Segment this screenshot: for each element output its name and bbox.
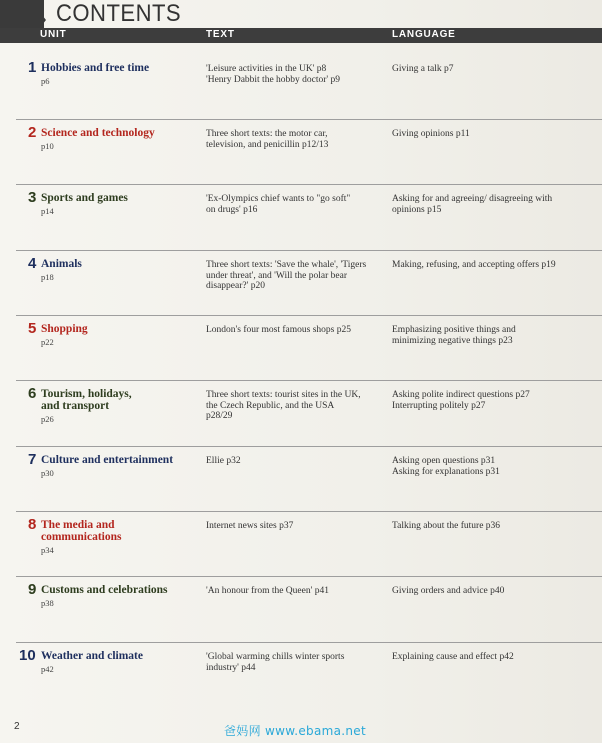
row-divider: [16, 315, 602, 316]
language-cell: Giving opinions p11: [392, 129, 470, 139]
unit-number: 6: [28, 385, 37, 402]
language-cell: Explaining cause and effect p42: [392, 652, 514, 662]
language-cell: Emphasizing positive things and minimizing negative things p23: [392, 325, 516, 346]
unit-number: 2: [28, 124, 37, 141]
column-header-language: LANGUAGE: [392, 29, 456, 40]
row-divider: [16, 119, 602, 120]
text-cell: Ellie p32: [206, 456, 241, 466]
language-cell: Asking polite indirect questions p27 Interrupting politely p27: [392, 390, 530, 411]
language-cell: Asking open questions p31 Asking for explanations p31: [392, 456, 500, 477]
unit-title: Tourism, holidays, and transport: [41, 388, 132, 412]
unit-title: Science and technology: [41, 127, 155, 139]
text-cell: 'Global warming chills winter sports industry' p44: [206, 652, 345, 673]
language-cell: Giving a talk p7: [392, 64, 454, 74]
text-cell: Three short texts: 'Save the whale', 'Tigers under threat', and 'Will the polar bear disappear?' p20: [206, 260, 367, 291]
text-cell: Three short texts: tourist sites in the UK, the Czech Republic, and the USA p28/29: [206, 390, 361, 421]
unit-page: p18: [41, 272, 54, 282]
page-title: CONTENTS: [56, 0, 182, 27]
text-cell: 'Leisure activities in the UK' p8 'Henry Dabbit the hobby doctor' p9: [206, 64, 341, 85]
unit-page: p10: [41, 141, 54, 151]
text-cell: Three short texts: the motor car, television, and penicillin p12/13: [206, 129, 329, 150]
unit-number: 7: [28, 451, 37, 468]
text-cell: London's four most famous shops p25: [206, 325, 352, 335]
watermark: 爸妈网 www.ebama.net: [224, 724, 366, 738]
unit-title: Hobbies and free time: [41, 62, 150, 74]
column-header-bar: [0, 28, 602, 43]
row-divider: [16, 511, 602, 512]
unit-title: Sports and games: [41, 192, 128, 204]
unit-number: 10: [19, 647, 36, 664]
unit-number: 8: [28, 516, 37, 533]
text-cell: 'Ex-Olympics chief wants to "go soft" on drugs' p16: [206, 194, 351, 215]
unit-page: p6: [41, 76, 50, 86]
language-cell: Asking for and agreeing/ disagreeing with opinions p15: [392, 194, 553, 215]
unit-number: 4: [28, 255, 37, 272]
row-divider: [16, 576, 602, 577]
language-cell: Giving orders and advice p40: [392, 586, 505, 596]
unit-page: p30: [41, 468, 54, 478]
unit-title: Culture and entertainment: [41, 454, 174, 466]
row-divider: [16, 184, 602, 185]
unit-title: The media and communications: [41, 519, 122, 543]
column-header-unit: UNIT: [40, 29, 67, 40]
unit-page: p42: [41, 664, 54, 674]
unit-title: Customs and celebrations: [41, 584, 168, 596]
row-divider: [16, 642, 602, 643]
page-number: 2: [14, 721, 20, 732]
text-cell: Internet news sites p37: [206, 521, 294, 531]
row-divider: [16, 380, 602, 381]
unit-page: p26: [41, 414, 54, 424]
unit-page: p34: [41, 545, 54, 555]
row-divider: [16, 446, 602, 447]
unit-page: p14: [41, 206, 54, 216]
unit-number: 3: [28, 189, 37, 206]
column-header-text: TEXT: [206, 29, 235, 40]
unit-page: p22: [41, 337, 54, 347]
unit-title: Weather and climate: [41, 650, 143, 662]
text-cell: 'An honour from the Queen' p41: [206, 586, 329, 596]
unit-title: Shopping: [41, 323, 88, 335]
unit-page: p38: [41, 598, 54, 608]
unit-number: 5: [28, 320, 37, 337]
language-cell: Talking about the future p36: [392, 521, 501, 531]
language-cell: Making, refusing, and accepting offers p19: [392, 260, 556, 270]
row-divider: [16, 250, 602, 251]
unit-title: Animals: [41, 258, 82, 270]
unit-number: 9: [28, 581, 37, 598]
unit-number: 1: [28, 59, 37, 76]
